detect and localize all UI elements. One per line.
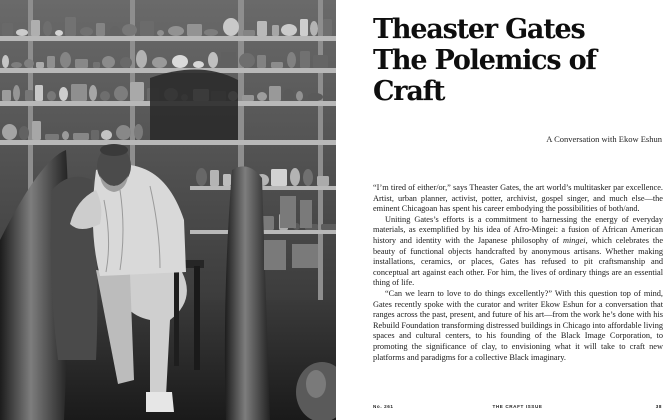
pottery-vessel <box>73 133 89 140</box>
pottery-vessel <box>272 25 279 36</box>
pottery-vessel <box>223 174 231 186</box>
pottery-vessel <box>19 126 29 140</box>
paragraph-2 <box>373 215 663 289</box>
pottery-vessel <box>43 21 52 36</box>
article-body <box>373 183 663 363</box>
pottery-vessel <box>281 24 297 36</box>
pottery-vessel <box>321 224 336 230</box>
pottery-vessel <box>13 85 20 101</box>
pottery-vessel <box>114 86 128 101</box>
article-page <box>336 0 672 420</box>
pottery-vessel <box>287 52 296 68</box>
pottery-vessel <box>62 131 69 140</box>
pottery-vessel <box>223 18 239 36</box>
pottery-vessel <box>243 30 255 36</box>
pottery-vessel <box>283 89 294 101</box>
pottery-vessel <box>102 56 115 68</box>
pottery-vessel <box>323 19 332 36</box>
pottery-vessel <box>308 93 323 101</box>
paragraph-2-text-start: Uniting Gates’s efforts is a commitment to harnessing the energy of everyday materials, as exemplified by his idea of Afro-Mingei: a fusion of African American history and identity with the Japanese philosophy of <box>373 214 663 245</box>
pottery-vessel <box>36 62 44 68</box>
pottery-vessel <box>65 17 76 36</box>
pottery-vessel <box>257 92 267 101</box>
pottery-vessel <box>208 52 218 68</box>
pottery-vessel <box>140 21 154 36</box>
pottery-vessel <box>303 169 313 186</box>
page-number: 38 <box>655 404 662 409</box>
pottery-vessel <box>55 30 63 36</box>
pottery-vessel <box>71 84 87 101</box>
pottery-vessel <box>25 90 33 101</box>
pottery-vessel <box>16 29 28 36</box>
pottery-vessel <box>47 56 55 68</box>
paragraph-1 <box>373 183 663 215</box>
pottery-vessel <box>271 62 283 68</box>
pottery-vessel <box>93 62 100 68</box>
pottery-vessel <box>317 176 329 186</box>
pottery-vessel <box>257 55 266 68</box>
pottery-vessel <box>196 168 207 186</box>
pottery-vessel <box>239 53 255 68</box>
pottery-vessel <box>100 91 110 101</box>
pottery-vessel <box>96 23 105 36</box>
pottery-vessel <box>130 82 144 101</box>
pottery-vessel <box>11 62 22 68</box>
pottery-vessel <box>2 124 17 140</box>
title-line-1: Theaster Gates <box>373 14 585 45</box>
paragraph-2-text-end: , which celebrates the beauty of functional objects handcrafted by anonymous artisans. Whether making installations, ceramics, or places, Gates has refused to pit craftsmanship and conceptual art against each other. For him, the lives of ordinary things are an essential thing of life. <box>373 235 663 288</box>
pottery-vessel <box>187 24 202 36</box>
pottery-vessel <box>89 85 97 101</box>
pottery-vessel <box>47 91 56 101</box>
pottery-vessel <box>157 30 164 36</box>
pottery-vessel <box>221 52 236 68</box>
pottery-vessel <box>210 170 219 186</box>
paragraph-2-italic-term: mingei <box>562 235 586 245</box>
pottery-vessel <box>75 59 88 68</box>
paragraph-1-text: “I’m tired of either/or,” says Theaster Gates, the art world’s multitasker par excellence. Artist, urban planner, activist, potter, archivist, gospel singer, and much else—the eminent Chicagoan has spent his career embodying the possibilities of both/and. <box>373 183 663 214</box>
pottery-vessel <box>269 86 281 101</box>
pottery-vessel <box>24 59 34 68</box>
page-footer <box>373 404 662 414</box>
pottery-vessel <box>60 52 71 68</box>
pottery-vessel <box>296 91 303 101</box>
pottery-vessel <box>168 26 184 36</box>
pottery-vessel <box>310 21 318 36</box>
article-subtitle: A Conversation with Ekow Eshun <box>546 134 662 144</box>
pottery-vessel <box>101 130 112 140</box>
pottery-vessel <box>2 55 9 68</box>
pottery-vessel <box>172 55 188 68</box>
pottery-vessel <box>290 168 300 186</box>
pottery-vessel <box>300 19 308 36</box>
pottery-vessel <box>134 124 143 140</box>
pottery-vessel <box>2 23 13 36</box>
pottery-vessel <box>120 57 132 68</box>
pottery-vessel <box>313 55 328 68</box>
pottery-vessel <box>193 61 204 68</box>
pottery-vessel <box>204 29 218 36</box>
pottery-vessel <box>271 169 287 186</box>
pottery-vessel <box>2 90 11 101</box>
pottery-vessel <box>45 134 59 140</box>
pottery-vessel <box>116 125 131 140</box>
pottery-vessel <box>122 24 137 36</box>
issue-number: No. 261 <box>373 404 394 409</box>
paragraph-3-text: “Can we learn to love to do things excellently?” With this question top of mind, Gates recently spoke with the curator and writer Ekow Eshun for a conversation that ranges across the past, present, and future of his art—from the work he’s done with his Rebuild Foundation transforming distressed buildings in Chicago into affordable living spaces and cultural centers, to his founding of the Black Image Corporation, to promoting the significance of clay, to envisioning what it will take to craft new platforms and paradigms for a collective Black imaginary. <box>373 288 663 362</box>
pottery-vessel <box>257 21 267 36</box>
section-name: THE CRAFT ISSUE <box>492 404 543 409</box>
pottery-vessel <box>136 50 147 68</box>
pottery-vessel <box>110 26 120 36</box>
title-line-2: The Polemics of <box>373 45 596 76</box>
pottery-vessel <box>152 57 167 68</box>
article-title <box>373 14 663 107</box>
title-line-3: Craft <box>373 76 445 107</box>
pottery-vessel <box>31 20 40 36</box>
pottery-vessel <box>80 27 93 36</box>
paragraph-3 <box>373 289 663 363</box>
pottery-vessel <box>91 130 99 140</box>
pottery-vessel <box>35 85 43 101</box>
pottery-vessel <box>242 95 254 101</box>
pottery-vessel <box>59 87 68 101</box>
pottery-vessel <box>300 51 310 68</box>
pottery-vessel <box>32 121 41 140</box>
